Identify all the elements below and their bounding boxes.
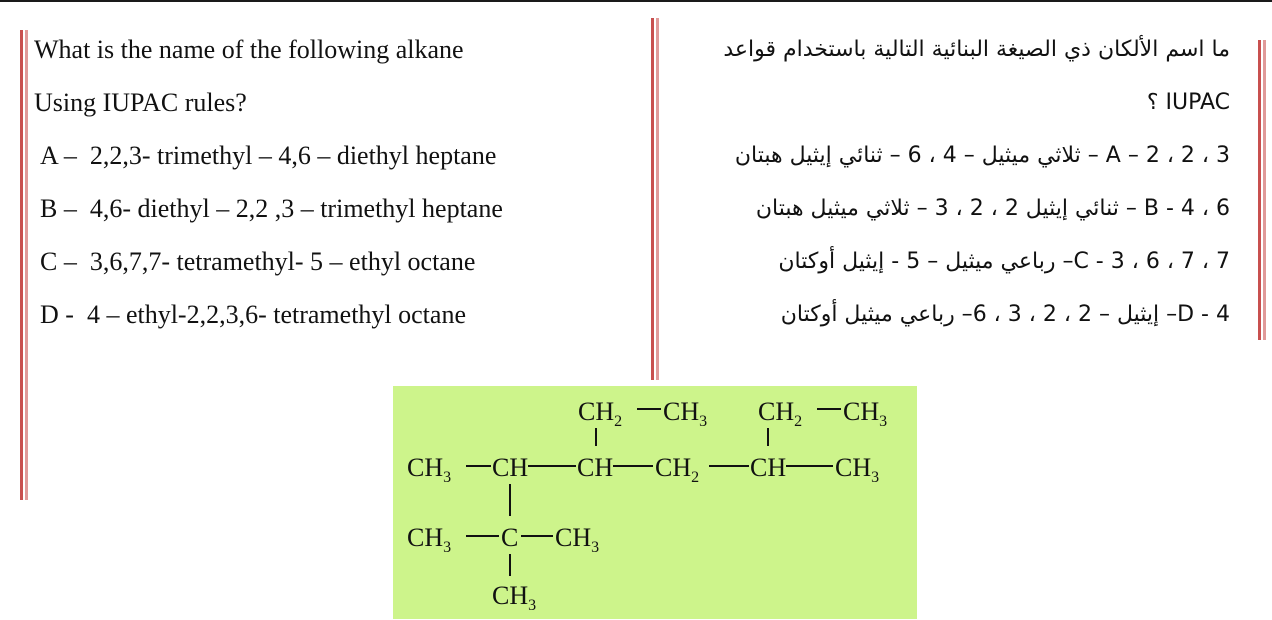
question-line-2: Using IUPAC rules? bbox=[34, 88, 247, 117]
option-text: 4 – ethyl-2,2,3,6- tetramethyl octane bbox=[86, 300, 466, 329]
option-text: 2,2,3- trimethyl – 4,6 – diethyl heptane bbox=[89, 141, 497, 170]
option-c[interactable] bbox=[34, 242, 634, 295]
left-red-rule-light bbox=[25, 30, 28, 500]
option-text: 3,6,7,7- tetramethyl- 5 – ethyl octane bbox=[89, 247, 476, 276]
option-b[interactable] bbox=[34, 189, 634, 242]
group-branch-ch3-left: $CH_3$ bbox=[407, 523, 452, 556]
group-ch3-b: $CH_3$ bbox=[843, 397, 888, 430]
group-main-ch3-left: $CH_3$ bbox=[407, 453, 452, 486]
arabic-option-c[interactable]: C - 3 ، 6 ، 7 ، 7– رباعي ميثيل – 5 - إيثيل أوكتان bbox=[778, 249, 1230, 274]
group-ch2-b: $CH_2$ bbox=[758, 397, 803, 430]
group-main-ch2: $CH_2$ bbox=[655, 453, 700, 486]
group-main-ch-1: CH bbox=[492, 453, 529, 482]
arabic-option-a[interactable]: A – 2 ، 2 ، 3 – ثلاثي ميثيل – 4 ، 6 – ثنائي إيثيل هبتان bbox=[734, 143, 1230, 168]
option-d[interactable] bbox=[34, 295, 634, 348]
arabic-question-line-2: IUPAC ؟ bbox=[1146, 90, 1230, 115]
structural-formula-panel bbox=[393, 386, 917, 619]
top-border bbox=[0, 0, 1272, 2]
group-branch-ch3-right: $CH_3$ bbox=[555, 523, 600, 556]
arabic-option-b[interactable]: B - 4 ، 6 – ثنائي إيثيل 2 ، 2 ، 3 – ثلاثي ميثيل هبتان bbox=[755, 196, 1230, 221]
group-ch2-a: $CH_2$ bbox=[578, 397, 623, 430]
arabic-question bbox=[650, 30, 1230, 348]
english-question bbox=[34, 30, 634, 348]
option-letter: C – bbox=[40, 247, 77, 276]
option-letter: B – bbox=[40, 194, 77, 223]
group-main-ch-3: CH bbox=[750, 453, 787, 482]
arabic-question-line-1: ما اسم الألكان ذي الصيغة البنائية التالية باستخدام قواعد bbox=[723, 37, 1230, 62]
right-red-rule-light bbox=[1263, 40, 1266, 340]
option-a[interactable] bbox=[34, 136, 634, 189]
group-bottom-ch3: $CH_3$ bbox=[492, 581, 537, 614]
structural-formula bbox=[393, 386, 917, 619]
right-red-rule bbox=[1258, 40, 1261, 340]
left-red-rule bbox=[20, 30, 23, 500]
group-ch3-a: $CH_3$ bbox=[663, 397, 708, 430]
group-main-ch-2: CH bbox=[577, 453, 614, 482]
arabic-option-d[interactable]: D - 4– إيثيل – 2 ، 2 ، 3 ، 6– رباعي ميثيل أوكتان bbox=[780, 302, 1230, 327]
option-text: 4,6- diethyl – 2,2 ,3 – trimethyl heptane bbox=[89, 194, 503, 223]
option-letter: A – bbox=[40, 141, 77, 170]
option-letter: D - bbox=[40, 300, 74, 329]
question-line-1: What is the name of the following alkane bbox=[34, 35, 464, 64]
group-main-ch3-right: $CH_3$ bbox=[835, 453, 880, 486]
group-branch-c: C bbox=[501, 523, 519, 552]
